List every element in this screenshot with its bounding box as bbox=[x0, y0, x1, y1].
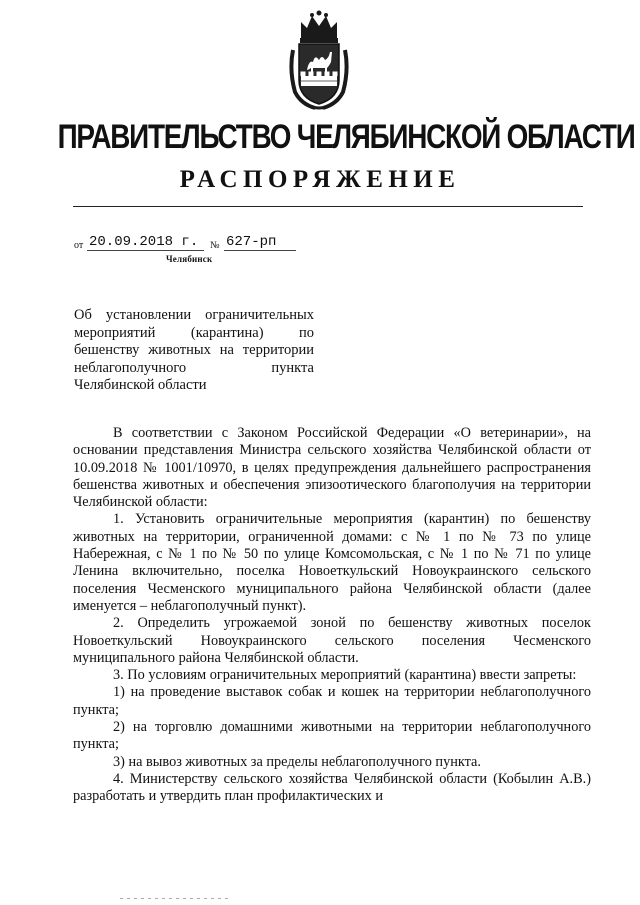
government-title: ПРАВИТЕЛЬСТВО ЧЕЛЯБИНСКОЙ ОБЛАСТИ bbox=[57, 118, 635, 156]
body-paragraph: 2. Определить угрожаемой зоной по бешенству животных поселок Новоеткульский Новоукраинского сельского поселения Чесменского муниципального района Челябинской области. bbox=[73, 615, 591, 666]
document-date: 20.09.2018 г. bbox=[89, 234, 199, 250]
chelyabinsk-coat-of-arms-icon bbox=[287, 10, 351, 112]
number-underline bbox=[224, 250, 296, 251]
body-paragraph: 2) на торговлю домашними животными на территории неблагополучного пункта; bbox=[73, 719, 591, 753]
body-paragraph: 3) на вывоз животных за пределы неблагополучного пункта. bbox=[113, 753, 481, 770]
document-subject: Об установлении ограничительных мероприятий (карантина) по бешенству животных на территории неблагополучного пункта Челябинской области bbox=[74, 307, 314, 393]
body-paragraph: 3. По условиям ограничительных мероприятий (карантина) ввести запреты: bbox=[113, 667, 577, 684]
body-paragraph: 4. Министерству сельского хозяйства Челябинской области (Кобылин А.В.) разработать и утвердить план профилактических и bbox=[73, 770, 591, 805]
body-paragraph: 1. Установить ограничительные мероприятия (карантин) по бешенству животных на территории, ограниченной домами: с № 1 по № 73 по улице Набережная, с № 1 по № 50 по улице Комсомольская, с № 1 по № 71 по улице Ленина включительно, поселка Новоеткульский Новоукраинского сельского поселения Чесменского муниципального района Челябинской области (далее именуется – неблагополучный пункт). bbox=[73, 511, 591, 614]
body-paragraph: 1) на проведение выставок собак и кошек на территории неблагополучного пункта; bbox=[73, 684, 591, 718]
body-paragraph: В соответствии с Законом Российской Федерации «О ветеринарии», на основании представления Министра сельского хозяйства Челябинской области от 10.09.2018 № 1001/10970, в целях предупреждения дальнейшего распространения бешенства животных и обеспечения эпизоотического благополучия на территории Челябинской области: bbox=[73, 425, 591, 511]
document-number: 627-рп bbox=[226, 234, 277, 250]
date-underline bbox=[87, 250, 204, 251]
document-type-heading: РАСПОРЯЖЕНИЕ bbox=[179, 166, 461, 193]
number-label: № bbox=[210, 240, 220, 251]
header-divider bbox=[73, 206, 583, 207]
scan-artifact bbox=[0, 897, 640, 900]
date-label: от bbox=[74, 240, 84, 251]
city-name: Челябинск bbox=[166, 254, 213, 264]
document-body bbox=[73, 425, 591, 806]
